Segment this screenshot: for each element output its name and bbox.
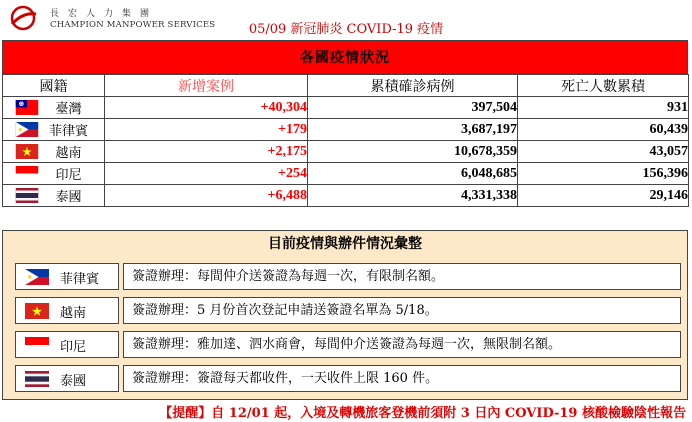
summary-title: 目前疫情與辦件情況彙整 (268, 236, 422, 252)
country-cell (3, 119, 105, 141)
summary-note: 簽證辦理：5 月份首次登記申請送簽證名單為 5/18。 (123, 297, 681, 324)
total-cases-cell: 4,331,338 (308, 185, 518, 207)
summary-country-label (15, 297, 119, 324)
new-cases-cell: +40,304 (105, 97, 308, 119)
country-cell (3, 185, 105, 207)
thailand-flag-icon (22, 371, 52, 387)
summary-country-label (15, 263, 119, 290)
deaths-cell: 60,439 (518, 119, 689, 141)
country-name: 泰國 (55, 190, 82, 205)
summary-country-name: 越南 (60, 306, 87, 321)
reminder-footer: 【提醒】自 12/01 起，入境及轉機旅客登機前須附 3 日內 COVID-19 核酸檢驗陰性報告 (159, 406, 686, 421)
summary-note: 簽證辦理：每間仲介送簽證為每週一次，有限制名額。 (123, 263, 681, 290)
table-header-row (3, 75, 689, 97)
status-banner: 各國疫情狀況 (2, 40, 688, 74)
new-cases-cell: +254 (105, 163, 308, 185)
column-header-total-cases: 累積確診病例 (308, 75, 518, 97)
country-name: 菲律賓 (48, 124, 88, 139)
brand-name-en: CHAMPION MANPOWER SERVICES (50, 20, 216, 30)
deaths-cell: 43,057 (518, 141, 689, 163)
country-cell (3, 163, 105, 185)
total-cases-cell: 6,048,685 (308, 163, 518, 185)
table-row (3, 163, 689, 185)
country-name: 印尼 (55, 168, 82, 183)
page-title: 05/09 新冠肺炎 COVID-19 疫情 (248, 22, 444, 37)
new-cases-cell: +2,175 (105, 141, 308, 163)
summary-country-name: 菲律賓 (60, 272, 100, 287)
indonesia-flag-icon (11, 166, 43, 181)
cases-table (2, 74, 689, 207)
deaths-cell: 156,396 (518, 163, 689, 185)
column-header-country: 國籍 (3, 75, 105, 97)
brand-name-cn: 長宏人力集團 (50, 9, 159, 19)
summary-item (15, 365, 681, 392)
vietnam-flag-icon (22, 303, 52, 319)
country-cell (3, 97, 105, 119)
table-row (3, 185, 689, 207)
new-cases-cell: +6,488 (105, 185, 308, 207)
vietnam-flag-icon (11, 144, 43, 159)
indonesia-flag-icon (22, 337, 52, 353)
summary-country-label (15, 331, 119, 358)
country-name: 臺灣 (55, 102, 82, 117)
country-name: 越南 (55, 146, 82, 161)
summary-country-name: 印尼 (60, 340, 87, 355)
summary-country-name: 泰國 (60, 374, 87, 389)
column-header-deaths: 死亡人數累積 (518, 75, 689, 97)
deaths-cell: 29,146 (518, 185, 689, 207)
deaths-cell: 931 (518, 97, 689, 119)
column-header-new-cases: 新增案例 (105, 75, 308, 97)
summary-country-label (15, 365, 119, 392)
taiwan-flag-icon (11, 100, 43, 115)
new-cases-cell: +179 (105, 119, 308, 141)
summary-item (15, 263, 681, 290)
philippines-flag-icon (11, 122, 43, 137)
summary-note: 簽證辦理：雅加達、泗水商會，每間仲介送簽證為每週一次，無限制名額。 (123, 331, 681, 358)
summary-note: 簽證辦理：簽證每天都收件，一天收件上限 160 件。 (123, 365, 681, 392)
thailand-flag-icon (11, 188, 43, 203)
summary-item (15, 331, 681, 358)
total-cases-cell: 10,678,359 (308, 141, 518, 163)
total-cases-cell: 3,687,197 (308, 119, 518, 141)
table-row (3, 97, 689, 119)
summary-item (15, 297, 681, 324)
summary-panel (2, 230, 688, 400)
table-row (3, 141, 689, 163)
philippines-flag-icon (22, 269, 52, 285)
country-cell (3, 141, 105, 163)
total-cases-cell: 397,504 (308, 97, 518, 119)
table-row (3, 119, 689, 141)
